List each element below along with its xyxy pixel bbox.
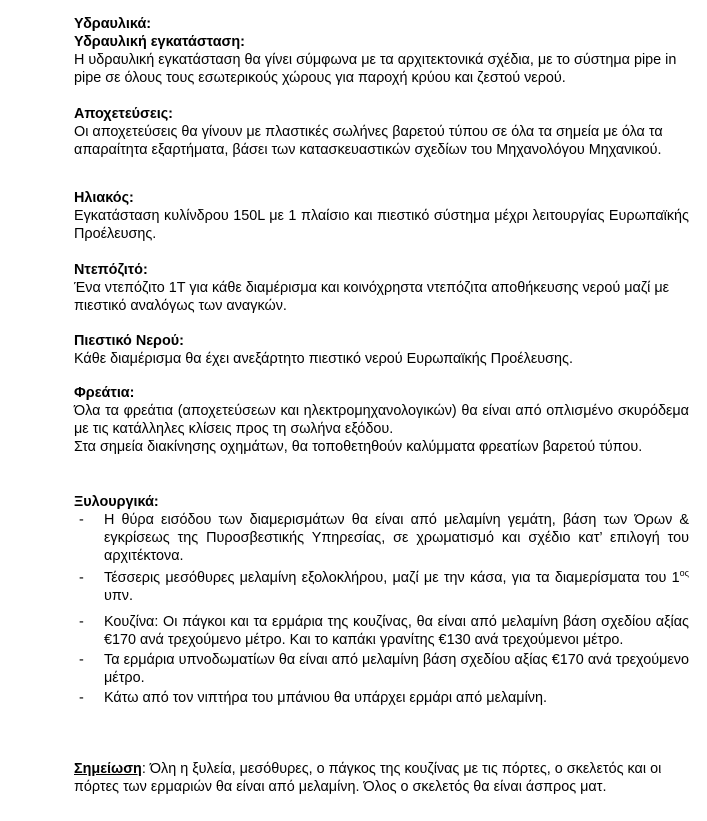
section-drainage: [74, 105, 689, 159]
list-item-ordinal: 1: [671, 570, 680, 586]
list-item: [74, 689, 689, 707]
list-item: [74, 651, 689, 687]
list-item-text: Κουζίνα: Οι πάγκοι και τα ερμάρια της κουζίνας, θα είναι από μελαμίνη βάση σχεδίου αξίας €170 ανά τρεχούμενο μέτρο. Και το καπάκι γρανίτης €130 ανά τρεχούμενοι μέτρο.: [104, 614, 689, 648]
list-item-text: Η θύρα εισόδου των διαμερισμάτων θα είναι από μελαμίνη γεμάτη, βάση των Όρων & εγκρίσεως της Πυροσβεστικής Υπηρεσίας, σε χρωματισμό και σχέδιο κατ’ επιλογή του αρχιτέκτονα.: [104, 512, 689, 564]
list-dash: -: [79, 690, 84, 706]
section-body: Ένα ντεπόζιτο 1Τ για κάθε διαμέρισμα και κοινόχρηστα ντεπόζιτα αποθήκευσης νερού μαζί με πιεστικό αναλόγως των αναγκών.: [74, 280, 670, 314]
section-heading: Πιεστικό Νερού:: [74, 333, 184, 349]
section-water-pressure: [74, 332, 689, 368]
section-heading: Ηλιακός:: [74, 190, 134, 206]
list-dash: -: [79, 652, 84, 668]
section-solar: [74, 189, 689, 243]
section-water-tank: [74, 261, 689, 315]
section-heading: Ντεπόζιτό:: [74, 262, 148, 278]
section-manholes: [74, 384, 689, 456]
section-body: Εγκατάσταση κυλίνδρου 150L με 1 πλαίσιο και πιεστικό σύστημα μέχρι λειτουργίας Ευρωπαϊκής Προέλευσης.: [74, 208, 689, 242]
section-body: Όλα τα φρεάτια (αποχετεύσεων και ηλεκτρομηχανολογικών) θα είναι από οπλισμένο σκυρόδεμα με τις κατάλληλες κλίσεις προς τη σωλήνα εξόδου.: [74, 403, 689, 437]
carpentry-list: [74, 511, 689, 707]
list-dash: -: [79, 512, 84, 528]
section-body-secondary: Στα σημεία διακίνησης οχημάτων, θα τοποθετηθούν καλύμματα φρεατίων βαρετού τύπου.: [74, 439, 643, 455]
list-item: [74, 511, 689, 565]
section-heading: Υδραυλικά:: [74, 16, 152, 32]
ordinal-suffix: ος: [679, 568, 689, 579]
list-item: [74, 613, 689, 649]
section-heading: Φρεάτια:: [74, 385, 135, 401]
note-text: : Όλη η ξυλεία, μεσόθυρες, ο πάγκος της κουζίνας με τις πόρτες, ο σκελετός και οι πόρτες των ερμαριών θα είναι από μελαμίνη. Όλος ο σκελετός θα είναι άσπρος ματ.: [74, 761, 662, 795]
list-item-text: Τέσσερις μεσόθυρες μελαμίνη εξολοκλήρου, μαζί με την κάσα, για τα διαμερίσματα του: [104, 570, 667, 586]
list-item: [74, 569, 689, 605]
section-plumbing: [74, 15, 689, 87]
section-heading: Ξυλουργικά:: [74, 494, 159, 510]
note-label: Σημείωση: [74, 761, 142, 777]
section-body: Κάθε διαμέρισμα θα έχει ανεξάρτητο πιεστικό νερού Ευρωπαϊκής Προέλευσης.: [74, 351, 573, 367]
section-body: Η υδραυλική εγκατάσταση θα γίνει σύμφωνα με τα αρχιτεκτονικά σχέδια, με το σύστημα pipe in pipe σε όλους τους εσωτερικούς χώρους για παροχή κρύου και ζεστού νερού.: [74, 52, 677, 86]
section-body: Οι αποχετεύσεις θα γίνουν με πλαστικές σωλήνες βαρετού τύπου σε όλα τα σημεία με όλα τα απαραίτητα εξαρτήματα, βάσει των κατασκευαστικών σχεδίων του Μηχανολόγου Μηχανικού.: [74, 124, 663, 158]
note-paragraph: [74, 760, 689, 796]
list-item-text-tail: υπν.: [104, 588, 133, 604]
list-dash: -: [79, 614, 84, 630]
list-item-text: Τα ερμάρια υπνοδωματίων θα είναι από μελαμίνη βάση σχεδίου αξίας €170 ανά τρεχούμενο μέτρο.: [104, 652, 689, 686]
list-dash: -: [79, 570, 84, 586]
list-item-text: Κάτω από τον νιπτήρα του μπάνιου θα υπάρχει ερμάρι από μελαμίνη.: [104, 690, 547, 706]
section-heading: Αποχετεύσεις:: [74, 106, 173, 122]
section-subheading: Υδραυλική εγκατάσταση:: [74, 34, 245, 50]
section-carpentry-heading: [74, 493, 689, 511]
